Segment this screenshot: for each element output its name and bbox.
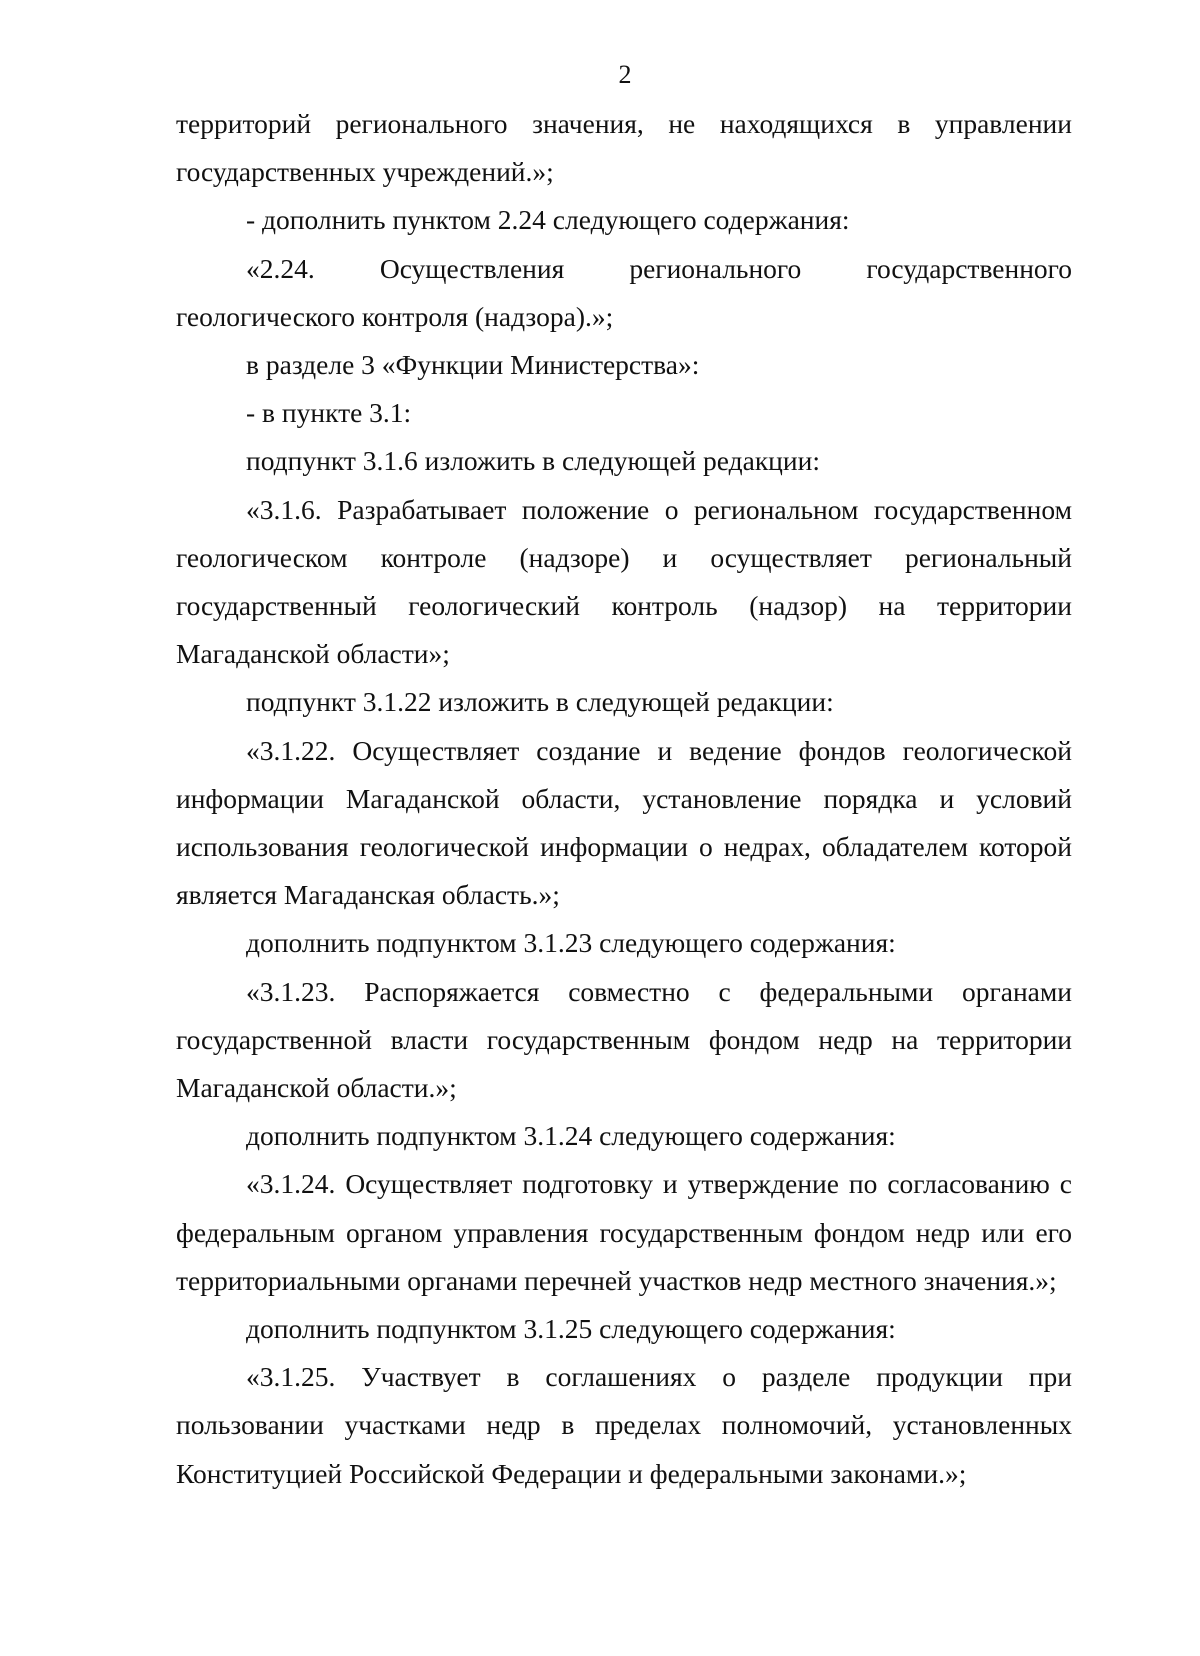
document-body [176,100,1072,1498]
paragraph-point-3-1: - в пункте 3.1: [246,397,412,429]
paragraph-subitem-3-1-24: «3.1.24. Осуществляет подготовку и утверждение по согласованию с федеральным органом управления государственным фондом недр или его территориальными органами перечней участков недр местного значения.»; [176,1168,1072,1296]
paragraph-subitem-3-1-22-intro: подпункт 3.1.22 изложить в следующей редакции: [246,686,834,718]
paragraph-subitem-3-1-25-intro: дополнить подпунктом 3.1.25 следующего содержания: [246,1313,896,1345]
paragraph-subitem-3-1-23-intro: дополнить подпунктом 3.1.23 следующего содержания: [246,927,896,959]
paragraph-item-2-24: «2.24. Осуществления регионального государственного геологического контроля (надзора).»; [176,252,1072,332]
paragraph-subitem-3-1-22: «3.1.22. Осуществляет создание и ведение фондов геологической информации Магаданской области, установление порядка и условий использования геологической информации о недрах, обладателем которой является Магаданская область.»; [176,734,1072,911]
paragraph-subitem-3-1-24-intro: дополнить подпунктом 3.1.24 следующего содержания: [246,1120,896,1152]
paragraph-subitem-3-1-25: «3.1.25. Участвует в соглашениях о разделе продукции при пользовании участками недр в пределах полномочий, установленных Конституцией Российской Федерации и федеральными законами.»; [176,1361,1072,1489]
page-number: 2 [618,60,632,89]
paragraph-continuation: территорий регионального значения, не находящихся в управлении государственных учреждений.»; [176,108,1072,188]
paragraph-add-item-2-24: - дополнить пунктом 2.24 следующего содержания: [246,204,850,236]
paragraph-subitem-3-1-23: «3.1.23. Распоряжается совместно с федеральными органами государственной власти государственным фондом недр на территории Магаданской области.»; [176,975,1072,1104]
paragraph-section-3: в разделе 3 «Функции Министерства»: [246,349,700,381]
paragraph-subitem-3-1-6-intro: подпункт 3.1.6 изложить в следующей редакции: [246,445,820,477]
paragraph-subitem-3-1-6: «3.1.6. Разрабатывает положение о региональном государственном геологическом контроле (надзоре) и осуществляет региональный государственный геологический контроль (надзор) на территории Магаданской области»; [176,493,1072,670]
